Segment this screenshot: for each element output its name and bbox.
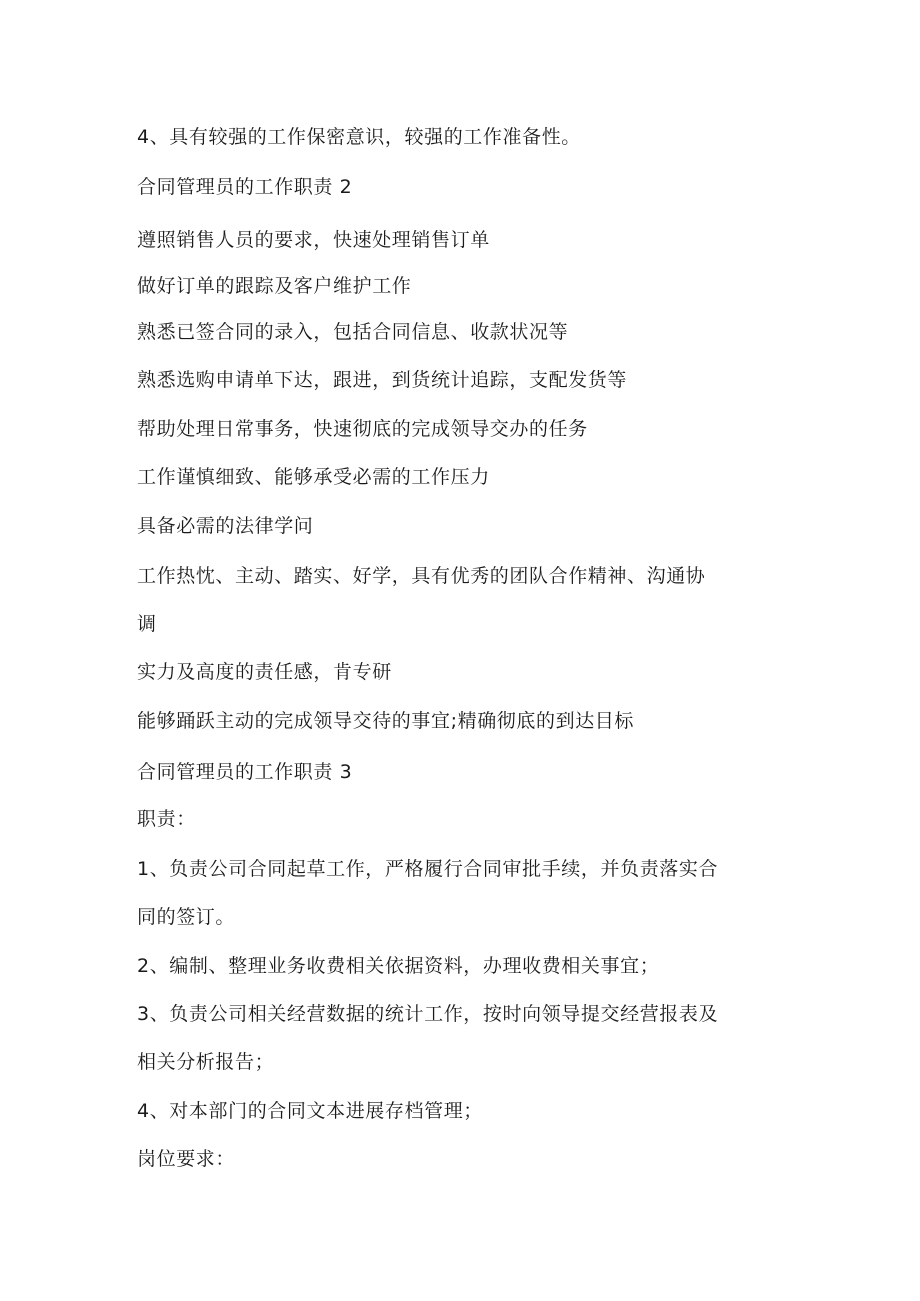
text-line: 1、负责公司合同起草工作，严格履行合同审批手续，并负责落实合 — [137, 858, 719, 880]
text-line: 具备必需的法律学问 — [137, 515, 314, 537]
text-line: 4、具有较强的工作保密意识，较强的工作准备性。 — [137, 126, 581, 148]
section-heading: 合同管理员的工作职责 3 — [137, 761, 353, 783]
text-line: 岗位要求： — [137, 1148, 236, 1170]
text-line: 相关分析报告； — [137, 1051, 275, 1073]
text-line: 能够踊跃主动的完成领导交待的事宜;精确彻底的到达目标 — [137, 710, 635, 732]
text-line: 工作谨慎细致、能够承受必需的工作压力 — [137, 466, 490, 488]
text-line: 3、负责公司相关经营数据的统计工作，按时向领导提交经营报表及 — [137, 1003, 719, 1025]
text-line: 同的签订。 — [137, 906, 236, 928]
text-line: 工作热忱、主动、踏实、好学，具有优秀的团队合作精神、沟通协 — [137, 565, 706, 587]
text-line: 职责： — [137, 808, 196, 830]
text-line: 调 — [137, 613, 157, 635]
section-heading: 合同管理员的工作职责 2 — [137, 176, 353, 198]
text-line: 熟悉已签合同的录入，包括合同信息、收款状况等 — [137, 321, 569, 343]
text-line: 遵照销售人员的要求，快速处理销售订单 — [137, 229, 490, 251]
text-line: 实力及高度的责任感，肯专研 — [137, 661, 392, 683]
text-line: 熟悉选购申请单下达，跟进，到货统计追踪，支配发货等 — [137, 369, 628, 391]
text-line: 4、对本部门的合同文本进展存档管理； — [137, 1100, 483, 1122]
text-line: 2、编制、整理业务收费相关依据资料，办理收费相关事宜； — [137, 955, 660, 977]
text-line: 做好订单的跟踪及客户维护工作 — [137, 275, 412, 297]
text-line: 帮助处理日常事务，快速彻底的完成领导交办的任务 — [137, 418, 588, 440]
